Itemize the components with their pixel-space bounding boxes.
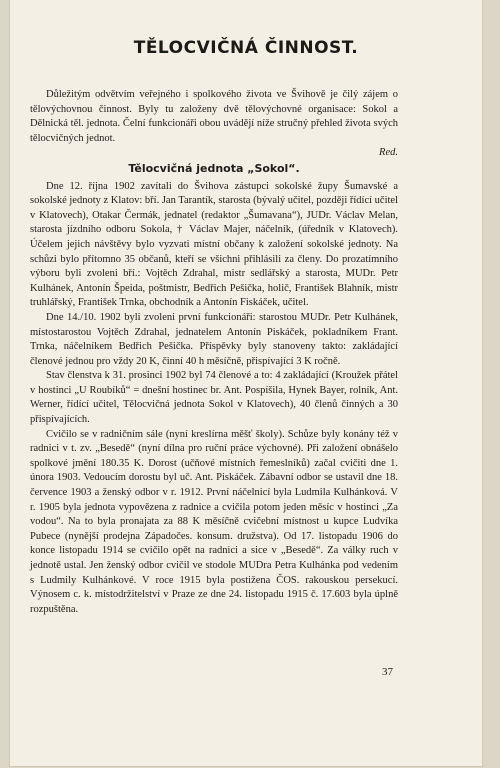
- body-paragraph: Stav členstva k 31. prosinci 1902 byl 74 členové a to: 4 zakládající (Kroužek přátel v hostinci „U Roubíků“ = dnešní hostinec br. Ant. Pospíšila, Hynek Bayer, rolník, Ant. Werner, řídící učitel, Tělocvičná jednota Sokol v Klatovech), 40 členů činných a 30 přispívajících.: [30, 370, 398, 426]
- editor-signature: Red.: [379, 147, 398, 159]
- page-heading: TĚLOCVIČNÁ ČINNOST.: [133, 38, 359, 58]
- body-paragraph: Dne 12. října 1902 zavítali do Švihova zástupci sokolské župy Šumavské a sokolské jednoty z Klatov: bří. Jan Tarantík, starosta (bývalý učitel, později řídící učitel v Klatovech), Otakar Čermák, jednatel (redaktor „Šumavana“), JUDr. Václav Melan, starosta jízdního odboru Sokola, † Václav Majer, náčelník, (úředník v Klatovech). Účelem jejich návštěvy bylo vyzvati místní občany k založení sokolské jednoty. Na schůzi bylo přítomno 35 občanů, kteří se všichni přihlásili za členy. Do prozatímního výboru byli zvoleni bří.: Vojtěch Zdrahal, mistr sedlářský a starosta, MUDr. Petr Kulhánek, Antonín Špeida, poštmistr, Bedřich Pešička, holič, František Blahník, mistr truhlářský, František Trnka, obchodník a Antonín Fiskáček, učitel.: [30, 180, 398, 309]
- book-page: [10, 0, 482, 766]
- body-paragraph: Cvičilo se v radničním sále (nyní kreslírna měšť školy). Schůze byly konány též v radnici v t. zv. „Besedě“ (nyní dílna pro ruční práce výchovné). Při založení obnášelo spolkové jmění 180.35 K. Dorost (učňové místních řemeslníků) začal cvičiti dne 1. února 1903. Vedoucím dorostu byl uč. Ant. Piskáček. Zábavní odbor se ustavil dne 18. července 1903 a ženský odbor v r. 1912. První náčelnicí byla Ludmila Kulhánková. V r. 1905 byla jednota vypovězena z radnice a cvičila potom jeden měsíc v hostinci „Za vodou“. Na to byla pronajata za 88 K měsíčně cvičební místnost u kupce Ludvíka Pubece (nynější prodejna Západočes. konsum. družstva). Od 17. listopadu 1906 do konce listopadu 1914 se cvičilo opět na radnici a sice v „Besedě“. Za války ruch v jednotě ustal. Jen ženský odbor cvičil ve stodole MUDra Petra Kulhánka pod vedením s Ludmily Kulhánkové. V roce 1915 byla postižena ČOS. rakouskou persekucí. Výnosem c. k. místodržitelství v Praze ze dne 24. listopadu 1915 č. 17.603 byla úplně rozpuštěna.: [30, 428, 398, 615]
- page-body: [30, 88, 398, 617]
- page-number: 37: [382, 666, 393, 678]
- intro-paragraph: Důležitým odvětvím veřejného i spolkového života ve Švihově je čilý zájem o tělovýchovnou činnost. Byly tu založeny dvě tělovýchovné organisace: Sokol a Dělnická těl. jednota. Čelní funkcionáři obou uvádějí níže stručný přehled života svých tělocvičných jednot.: [30, 89, 398, 144]
- section-heading: Tělocvičná jednota „Sokol“.: [128, 161, 300, 175]
- body-paragraph: Dne 14./10. 1902 byli zvoleni první funkcionáři: starostou MUDr. Petr Kulhánek, místostarostou Vojtěch Zdrahal, jednatelem Antonín Piskáček, pokladníkem Frant. Trnka, náčelníkem Bedřich Pešička. Příspěvky byly stanoveny takto: zakládající členové jednou pro vždy 20 K, činní 40 h měsíčně, přispívající 3 K ročně.: [30, 311, 398, 367]
